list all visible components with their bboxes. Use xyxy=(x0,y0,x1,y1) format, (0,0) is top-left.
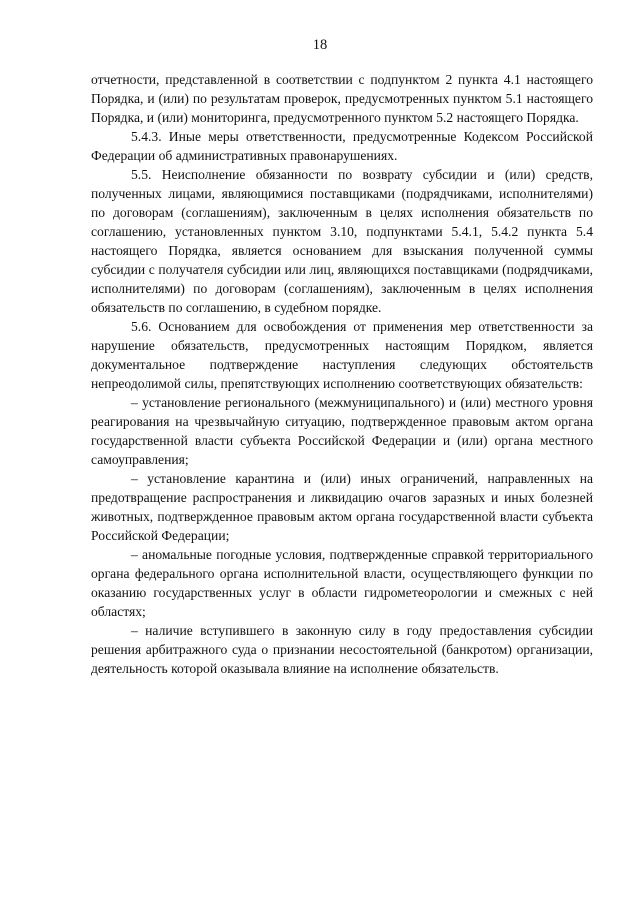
list-item-bankruptcy: – наличие вступившего в законную силу в году предоставления субсидии решения арбитражного суда о признании несостоятельной (банкротом) организации, деятельность которой оказывала влияние на исполнение обязательств. xyxy=(91,623,593,676)
paragraph-5-5: 5.5. Неисполнение обязанности по возврату субсидии и (или) средств, полученных лицами, являющимися поставщиками (подрядчиками, исполнителями) по договорам (соглашениям), заключенным в целях исполнения обязательств по соглашению, установленных пунктом 3.10, подпунктами 5.4.1, 5.4.2 пункта 5.4 настоящего Порядка, является основанием для взыскания полученной суммы субсидии с получателя субсидии или лиц, являющихся поставщиками (подрядчиками, исполнителями) по договорам (соглашениям), заключенным в целях исполнения обязательств по соглашению, в судебном порядке. xyxy=(91,167,593,315)
document-body xyxy=(91,70,593,678)
paragraph-5-4-3: 5.4.3. Иные меры ответственности, предусмотренные Кодексом Российской Федерации об административных правонарушениях. xyxy=(91,129,593,163)
paragraph-5-6: 5.6. Основанием для освобождения от применения мер ответственности за нарушение обязательств, предусмотренных настоящим Порядком, является документальное подтверждение наступления следующих обстоятельств непреодолимой силы, препятствующих исполнению соответствующих обязательств: xyxy=(91,319,593,391)
list-item-weather: – аномальные погодные условия, подтвержденные справкой территориального органа федерального органа исполнительной власти, осуществляющего функции по оказанию государственных услуг в области гидрометеорологии и смежных с ней областях; xyxy=(91,547,593,619)
list-item-emergency: – установление регионального (межмуниципального) и (или) местного уровня реагирования на чрезвычайную ситуацию, подтвержденное правовым актом органа государственной власти субъекта Российской Федерации и (или) органа местного самоуправления; xyxy=(91,395,593,467)
list-item-quarantine: – установление карантина и (или) иных ограничений, направленных на предотвращение распространения и ликвидацию очагов заразных и иных болезней животных, подтвержденное правовым актом органа государственной власти субъекта Российской Федерации; xyxy=(91,471,593,543)
paragraph-continuation: отчетности, представленной в соответствии с подпунктом 2 пункта 4.1 настоящего Порядка, и (или) по результатам проверок, предусмотренных пунктом 5.1 настоящего Порядка, и (или) мониторинга, предусмотренного пунктом 5.2 настоящего Порядка. xyxy=(91,72,593,125)
page-number: 18 xyxy=(312,37,328,53)
